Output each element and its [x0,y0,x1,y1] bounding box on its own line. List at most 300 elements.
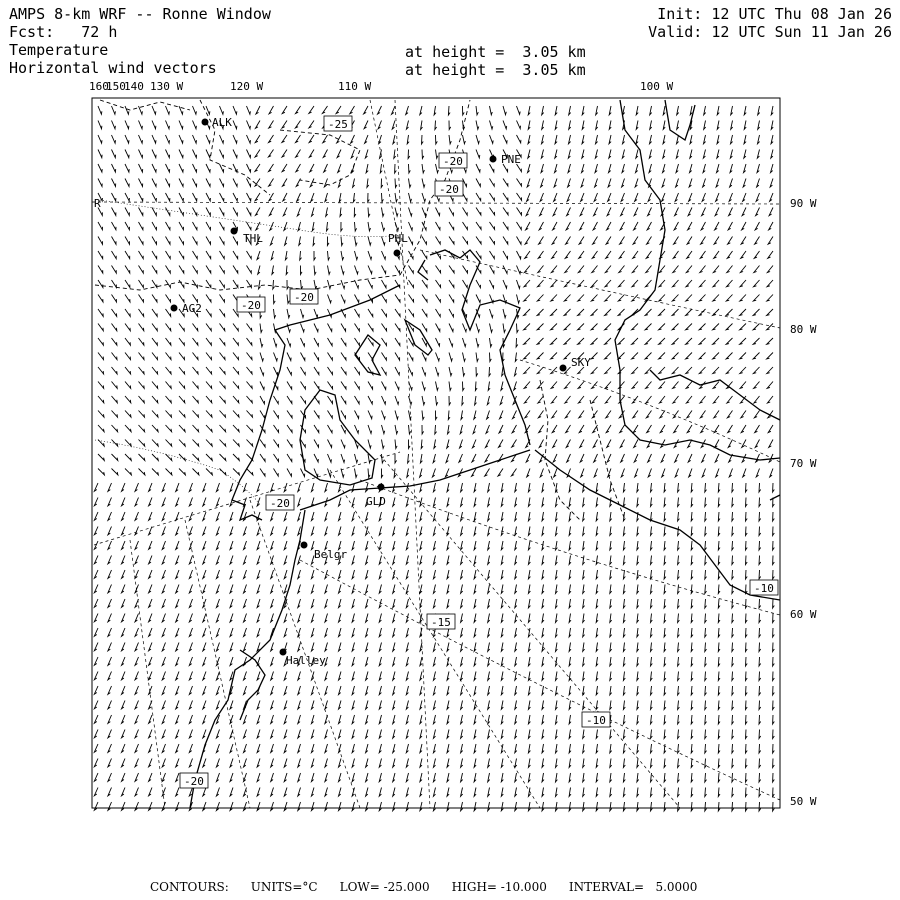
wind-vector [474,759,476,768]
wind-vector [623,570,625,579]
wind-vector [651,802,653,811]
wind-vector [220,222,225,230]
wind-vector [406,802,408,811]
wind-vector [596,686,598,695]
wind-vector [699,353,705,359]
wind-vector [355,251,358,260]
wind-vector [395,353,400,361]
wind-vector [538,411,543,418]
wind-vector [328,324,332,332]
wind-vector [339,715,342,724]
wind-vector [162,773,165,781]
wind-vector [718,744,720,753]
wind-vector [125,121,129,129]
wind-vector [542,512,544,521]
wind-vector [341,295,345,303]
wind-vector [436,353,440,361]
wind-vector [732,643,734,652]
wind-vector [663,106,665,115]
wind-vector [596,672,598,681]
wind-vector [393,802,395,811]
wind-vector [447,730,449,739]
wind-vector [686,367,692,374]
wind-vector [476,338,479,347]
wind-vector [461,556,463,565]
wind-vector [309,121,314,128]
wind-vector [633,425,638,433]
wind-vector [476,106,478,115]
wind-vector [718,788,720,797]
wind-vector [769,222,773,230]
wind-vector [352,686,354,695]
wind-vector [406,715,408,724]
wind-vector [621,193,624,201]
wind-vector [244,512,247,521]
wind-vector [579,237,584,245]
wind-vector [206,150,210,158]
wind-vector [409,367,413,375]
wind-vector [382,367,387,375]
wind-vector [686,338,692,344]
wind-vector [310,164,314,172]
wind-vector [740,338,746,344]
wind-vector [610,599,612,608]
wind-vector [395,266,400,274]
wind-vector [569,730,571,739]
wind-vector [474,657,476,666]
wind-vector [503,324,506,333]
wind-vector [220,324,225,331]
wind-vector [206,338,211,345]
wind-vector [460,425,462,434]
wind-vector [298,759,301,768]
wind-vector [646,411,651,418]
wind-vector [687,411,692,418]
wind-vector [744,121,746,130]
wind-vector [284,715,287,724]
wind-vector [771,135,773,144]
wind-vector [461,715,463,724]
wind-vector [152,208,156,216]
wind-vector [583,585,585,594]
wind-vector [461,672,463,681]
wind-vector [203,570,206,578]
wind-vector [591,353,597,359]
wind-vector [287,295,289,304]
wind-vector [605,396,611,403]
wind-vector [179,179,183,187]
wind-vector [664,556,666,565]
wind-vector [256,222,260,230]
wind-vector [135,512,139,520]
wind-vector [271,701,274,710]
wind-vector [770,193,773,201]
wind-vector [162,701,165,709]
wind-vector [770,469,773,477]
wind-vector [112,440,118,447]
wind-vector [125,266,130,274]
wind-vector [94,512,98,520]
wind-vector [474,802,476,811]
wind-vector [637,715,639,724]
wind-vector [727,411,732,418]
wind-vector [569,628,571,637]
wind-vector [759,570,761,579]
wind-vector [705,773,707,782]
wind-vector [139,367,145,374]
wind-vector [365,150,368,159]
wind-vector [366,730,368,739]
wind-vector [216,730,219,739]
wind-vector [474,628,476,637]
wind-vector [718,512,720,521]
wind-vector [406,556,408,565]
wind-vector [610,686,612,695]
wind-vector [746,599,748,608]
wind-vector [636,135,638,144]
wind-vector [746,483,748,492]
wind-vector [220,338,225,345]
wind-vector [298,730,301,739]
wind-vector [339,570,342,579]
wind-vector [463,353,466,362]
wind-vector [94,759,98,767]
wind-vector [395,440,397,449]
wind-vector [596,106,598,115]
wind-vector [311,614,314,623]
wind-vector [203,512,206,520]
wind-vector [296,150,301,158]
wind-vector [433,788,435,797]
wind-vector [447,585,449,594]
wind-vector [718,556,720,565]
wind-vector [527,179,530,188]
wind-vector [112,396,118,403]
wind-vector [108,512,112,520]
wind-vector [445,469,449,477]
wind-vector [691,657,693,666]
wind-vector [448,106,450,115]
wind-vector [556,527,558,536]
wind-vector [233,208,237,216]
wind-vector [247,367,253,374]
wind-vector [125,396,131,403]
wind-vector [395,411,398,420]
wind-vector [567,454,571,462]
wind-vector [352,599,354,608]
wind-vector [768,237,773,245]
wind-vector [759,773,761,782]
wind-vector [501,614,503,623]
wind-vector [537,367,543,374]
wind-vector [759,788,761,797]
wind-vector [406,773,408,782]
wind-vector [139,121,143,129]
wind-vector [355,237,358,246]
wind-vector [162,672,165,680]
wind-vector [257,527,260,536]
wind-vector [139,469,145,475]
latitude-label: 70 W [790,457,817,470]
wind-vector [216,788,219,797]
wind-vector [122,672,126,680]
wind-vector [579,411,584,418]
wind-vector [526,208,530,216]
contour-label-value: -20 [294,291,314,304]
wind-vector [732,788,734,797]
wind-vector [257,759,260,768]
wind-vector [125,367,131,374]
wind-vector [582,164,585,173]
wind-vector [673,411,678,418]
wind-vector [730,164,733,173]
wind-vector [352,759,354,768]
wind-vector [447,512,449,521]
wind-vector [268,150,273,157]
wind-vector [770,179,773,188]
wind-vector [216,556,219,565]
wind-vector [112,179,116,187]
wind-vector [622,164,625,173]
wind-vector [596,614,598,623]
wind-vector [542,614,544,623]
wind-vector [661,440,665,448]
wind-vector [618,353,624,359]
wind-vector [583,541,585,550]
wind-vector [488,802,490,811]
wind-vector [637,527,639,536]
wind-vector [474,730,476,739]
wind-vector [433,759,435,768]
wind-vector [247,135,251,143]
wind-vector [328,251,330,260]
wind-vector [422,208,426,216]
wind-vector [193,469,199,475]
wind-vector [476,135,479,144]
wind-vector [260,440,265,447]
wind-vector [406,498,408,507]
wind-vector [728,425,733,433]
wind-vector [490,266,495,274]
wind-vector [395,193,397,202]
wind-vector [366,802,368,811]
wind-vector [596,498,598,507]
wind-vector [622,150,624,159]
wind-vector [732,657,734,666]
wind-vector [216,585,219,594]
wind-vector [176,715,179,723]
wind-vector [382,266,386,274]
wind-vector [230,628,233,637]
wind-vector [247,222,252,230]
wind-vector [527,469,530,477]
wind-vector [759,512,761,521]
wind-vector [166,440,172,447]
wind-vector [565,280,571,287]
wind-vector [474,715,476,724]
wind-vector [176,599,179,607]
wind-vector [461,773,463,782]
wind-vector [230,556,233,565]
wind-vector [754,382,760,389]
longitude-label-lon-160: 160 [89,80,109,93]
wind-vector [699,338,705,344]
wind-vector [596,701,598,710]
wind-vector [108,628,112,636]
wind-vector [610,527,612,536]
wind-vector [773,527,775,536]
wind-vector [94,527,98,535]
wind-vector [727,396,733,403]
wind-vector [260,469,265,477]
wind-vector [420,759,422,768]
wind-vector [284,788,287,797]
wind-vector [610,773,612,782]
wind-vector [284,759,287,768]
wind-vector [366,628,368,637]
wind-vector [703,179,706,188]
wind-vector [393,773,395,782]
wind-vector [488,628,490,637]
wind-vector [284,628,287,637]
wind-vector [378,106,382,114]
wind-vector [166,150,170,158]
wind-vector [271,686,274,695]
wind-vector [125,440,131,447]
wind-vector [189,759,192,767]
wind-vector [515,730,517,739]
wind-vector [732,599,734,608]
wind-vector [367,179,369,188]
wind-vector [583,643,585,652]
wind-vector [632,353,638,359]
wind-vector [355,411,359,419]
wind-vector [758,121,760,130]
wind-vector [618,309,624,315]
wind-vector [594,208,598,216]
wind-vector [233,280,238,288]
wind-vector [757,150,759,159]
wind-vector [476,193,481,201]
wind-vector [353,179,355,188]
wind-vector [139,179,143,187]
wind-vector [406,701,408,710]
wind-vector [301,382,306,390]
wind-vector [368,266,372,274]
wind-vector [649,164,652,173]
wind-vector [648,454,652,462]
wind-vector [247,338,252,345]
wind-vector [311,773,314,782]
wind-vector [203,643,206,651]
wind-vector [149,541,152,549]
wind-vector [149,643,152,651]
wind-vector [582,135,584,144]
wind-vector [461,759,463,768]
wind-vector [406,643,408,652]
wind-vector [311,802,314,811]
wind-vector [135,556,139,564]
wind-vector [220,469,226,475]
wind-vector [206,425,212,432]
wind-vector [746,672,748,681]
wind-vector [300,251,302,260]
wind-vector [688,208,692,216]
wind-vector [759,686,761,695]
wind-vector [274,338,277,347]
wind-vector [515,788,517,797]
wind-vector [122,759,126,767]
wind-vector [463,280,468,288]
wind-vector [98,411,104,418]
wind-vector [528,483,530,492]
wind-vector [622,179,625,188]
wind-vector [355,309,360,317]
wind-vector [216,614,219,623]
wind-vector [284,512,287,521]
wind-vector [461,599,463,608]
wind-vector [247,411,253,418]
wind-vector [257,585,260,594]
wind-vector [463,266,468,274]
wind-vector [773,657,775,666]
wind-vector [773,715,775,724]
wind-vector [528,135,530,144]
wind-vector [341,251,344,260]
wind-vector [284,570,287,579]
wind-vector [623,773,625,782]
wind-vector [274,469,279,477]
wind-vector [537,309,543,315]
contour-label-value: -20 [443,155,463,168]
wind-vector [203,498,206,506]
wind-vector [298,701,301,710]
wind-vector [382,440,385,449]
wind-vector [474,541,476,550]
wind-vector [704,106,706,115]
wind-vector [193,280,198,288]
wind-vector [379,657,381,666]
wind-vector [203,730,206,738]
wind-vector [149,715,152,723]
wind-vector [517,208,522,216]
contour-footer [150,880,719,894]
wind-vector [203,614,206,622]
wind-vector [176,527,179,535]
wind-vector [422,251,427,259]
wind-vector [287,425,292,432]
wind-vector [257,773,260,782]
wind-vector [678,628,680,637]
wind-vector [675,208,679,216]
wind-vector [691,599,693,608]
wind-vector [166,367,172,374]
wind-vector [773,759,775,768]
wind-vector [98,367,104,374]
wind-vector [108,802,112,810]
longitude-label-lon-110: 110 W [338,80,372,93]
wind-vector [691,570,693,579]
wind-vector [732,556,734,565]
wind-vector [538,251,543,258]
wind-vector [125,469,131,475]
wind-vector [623,744,625,753]
wind-vector [675,193,678,201]
wind-vector [691,730,693,739]
wind-vector [678,759,680,768]
wind-vector [618,295,624,302]
wind-vector [395,164,397,173]
